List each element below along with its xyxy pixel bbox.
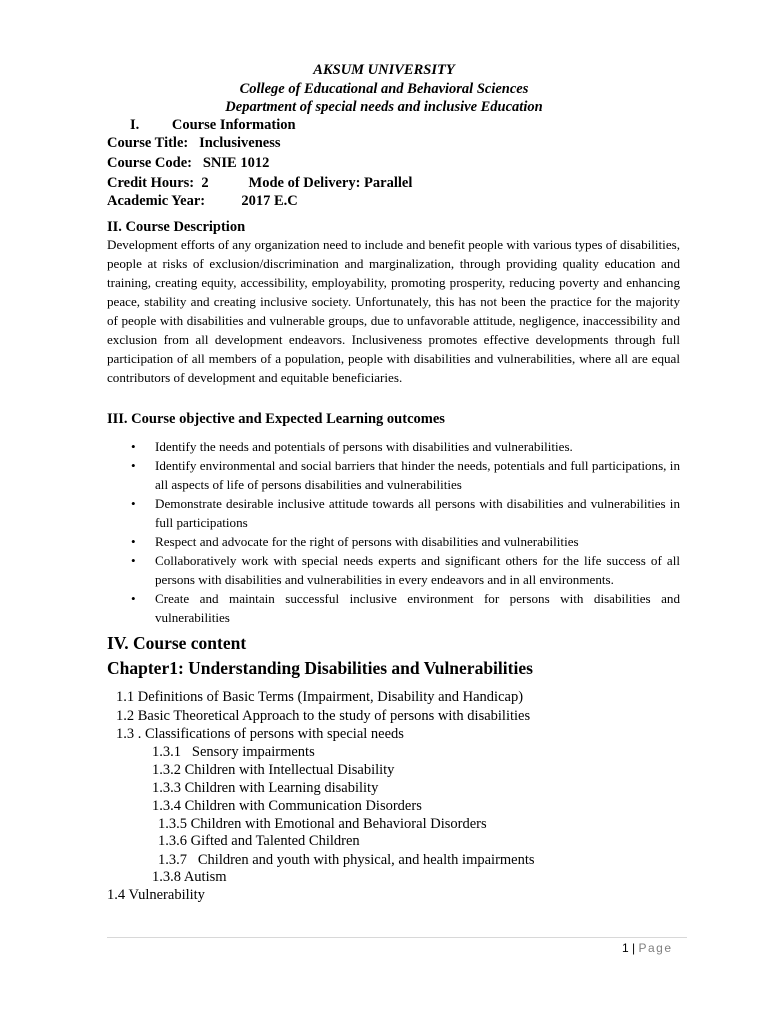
course-description-text: Development efforts of any organization need to include and benefit people with various types of disabilities, people at risks of exclusion/discrimination and marginalization, through providing quality education and training, creating equity, accessibility, employability, promoting prosperity, reducing poverty and enhancing peace, stability and creating inclusive society. Unfortunately, this has not been the practice for the majority of people with disabilities and vulnerable groups, due to unfavorable attitude, negligence, inaccessibility and exclusion from all development endeavors. Inclusiveness promotes effective developments through full participation of all members of a population, people with disabilities and vulnerabilities, where all are equal contributors of development and equitable beneficiaries. bbox=[107, 237, 680, 385]
page-number: 1 bbox=[622, 941, 629, 955]
toc-item: 1.3.5 Children with Emotional and Behavioral Disorders bbox=[158, 816, 487, 832]
college-name: College of Educational and Behavioral Sciences bbox=[239, 81, 529, 97]
chapter-title: Chapter1: Understanding Disabilities and Vulnerabilities bbox=[107, 658, 533, 678]
list-item: • Demonstrate desirable inclusive attitude towards all persons with disabilities and vulnerabilities in full participations bbox=[131, 496, 680, 530]
toc-item: 1.3.4 Children with Communication Disorders bbox=[152, 798, 422, 814]
list-item: • Identify environmental and social barriers that hinder the needs, potentials and full participations, in all aspects of life of persons disabilities and vulnerabilities bbox=[131, 458, 680, 492]
toc-item: 1.3.8 Autism bbox=[152, 869, 227, 885]
objectives-list bbox=[107, 437, 680, 627]
toc-item: 1.3.7 Children and youth with physical, and health impairments bbox=[158, 852, 535, 868]
credit-hours-delivery: Credit Hours: 2 Mode of Delivery: Parallel bbox=[107, 175, 413, 191]
footer-divider bbox=[107, 937, 687, 938]
bullet-icon: • bbox=[131, 534, 136, 549]
objectives-heading: III. Course objective and Expected Learning outcomes bbox=[107, 411, 445, 427]
toc-item: 1.3 . Classifications of persons with special needs bbox=[116, 726, 404, 742]
page-label: Page bbox=[638, 941, 673, 955]
bullet-icon: • bbox=[131, 553, 136, 568]
list-item: • Identify the needs and potentials of persons with disabilities and vulnerabilities. bbox=[131, 439, 573, 454]
university-name: AKSUM UNIVERSITY bbox=[313, 62, 455, 78]
course-description-heading: II. Course Description bbox=[107, 219, 246, 235]
page-separator: | bbox=[632, 941, 636, 955]
list-item: • Collaboratively work with special needs experts and significant others for the life success of all persons with disabilities and vulnerabilities in every endeavors and in all environments. bbox=[131, 553, 680, 587]
bullet-icon: • bbox=[131, 591, 136, 606]
toc-item: 1.4 Vulnerability bbox=[107, 887, 205, 903]
course-title: Course Title: Inclusiveness bbox=[107, 135, 281, 151]
toc-item: 1.3.3 Children with Learning disability bbox=[152, 780, 379, 796]
list-item: • Respect and advocate for the right of persons with disabilities and vulnerabilities bbox=[131, 534, 579, 549]
toc-item: 1.3.6 Gifted and Talented Children bbox=[158, 833, 360, 849]
department-name: Department of special needs and inclusive Education bbox=[225, 99, 543, 115]
course-content-heading: IV. Course content bbox=[107, 633, 247, 653]
toc-item: 1.3.2 Children with Intellectual Disability bbox=[152, 762, 395, 778]
bullet-icon: • bbox=[131, 439, 136, 454]
bullet-icon: • bbox=[131, 458, 136, 473]
toc-item: 1.3.1 Sensory impairments bbox=[152, 744, 315, 760]
bullet-icon: • bbox=[131, 496, 136, 511]
toc-item: 1.2 Basic Theoretical Approach to the study of persons with disabilities bbox=[116, 708, 531, 724]
list-item: • Create and maintain successful inclusive environment for persons with disabilities and vulnerabilities bbox=[131, 591, 680, 625]
academic-year: Academic Year: 2017 E.C bbox=[107, 193, 298, 209]
course-information-heading: I. Course Information bbox=[130, 117, 296, 133]
page-footer bbox=[622, 940, 673, 956]
course-code: Course Code: SNIE 1012 bbox=[107, 155, 270, 171]
toc-item: 1.1 Definitions of Basic Terms (Impairment, Disability and Handicap) bbox=[116, 689, 524, 705]
